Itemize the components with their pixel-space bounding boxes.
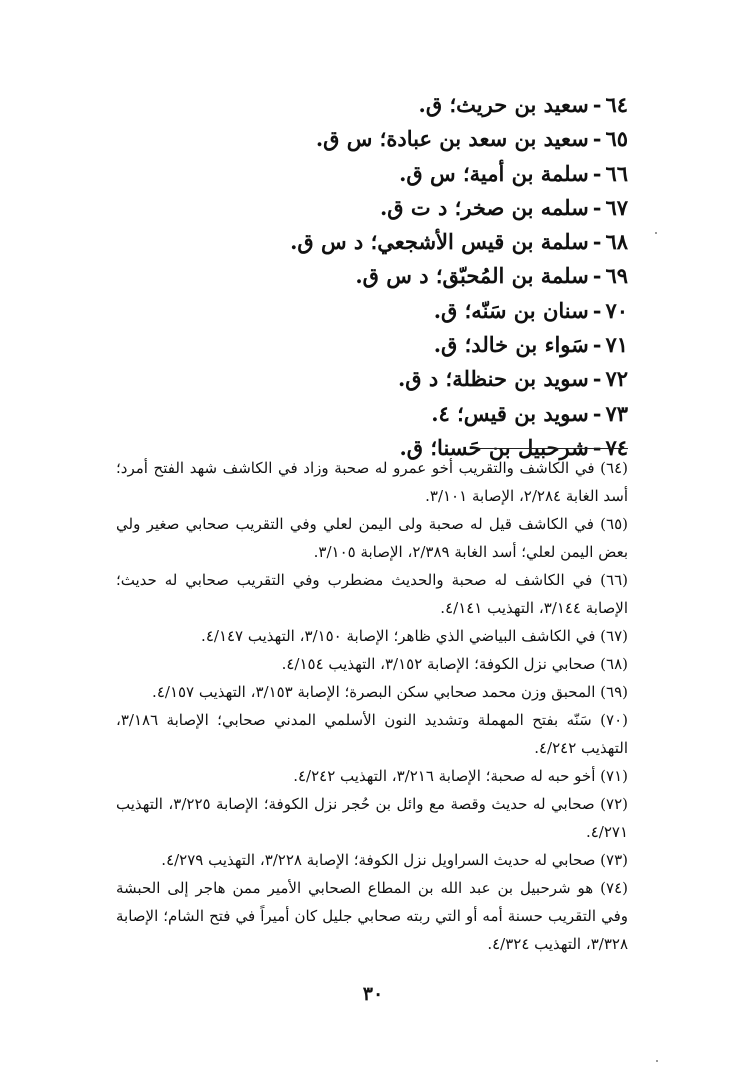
entry-text: سلمه بن صخر؛ د ت ق. [380, 194, 589, 220]
entry-text: سعيد بن سعد بن عبادة؛ س ق. [315, 126, 589, 152]
footnote-number: (٦٥) [600, 515, 628, 533]
entry-dash: - [592, 92, 602, 117]
entry-item [68, 397, 628, 431]
entry-item [68, 225, 628, 259]
entry-text: سلمة بن أمية؛ س ق. [399, 160, 589, 186]
footnote-number: (٦٨) [600, 655, 628, 673]
entry-number: ٧٢ [605, 366, 628, 392]
footnote [116, 846, 628, 874]
entry-item [68, 191, 628, 225]
entry-text: سعيد بن حريث؛ ق. [418, 92, 589, 117]
entry-number: ٧١ [605, 332, 628, 358]
entry-number: ٧٠ [605, 297, 628, 323]
entry-item [68, 294, 628, 328]
entry-number: ٦٩ [605, 263, 628, 289]
entry-item [68, 259, 628, 293]
entry-dash: - [592, 434, 602, 460]
footnote [116, 510, 628, 566]
footnote-number: (٦٦) [600, 571, 628, 589]
footnote-text: صحابي له حديث السراويل نزل الكوفة؛ الإصابة ٣/٢٢٨، التهذيب ٤/٢٧٩. [161, 851, 596, 869]
entry-dash: - [592, 126, 602, 152]
page-number: ٣٠ [362, 983, 384, 1005]
entry-dash: - [592, 194, 602, 220]
entry-number: ٧٣ [605, 400, 628, 426]
entry-dash: - [592, 400, 602, 426]
entry-item [68, 88, 628, 122]
footnote [116, 706, 628, 762]
footnote-text: أخو حبه له صحبة؛ الإصابة ٣/٢١٦، التهذيب ٤/٢٤٢. [293, 767, 596, 785]
footnote [116, 762, 628, 790]
footnote-text: في الكاشف والتقريب أخو عمرو له صحبة وزاد في الكاشف شهد الفتح أمرد؛ أسد الغابة ٢/٢٨٤، الإصابة ٣/١٠١. [116, 459, 628, 505]
entry-number: ٦٨ [605, 229, 628, 255]
footnote-number: (٦٩) [600, 683, 628, 701]
footnote-number: (٧٣) [600, 851, 628, 869]
footnote-text: صحابي له حديث وقصة مع وائل بن حُجر نزل الكوفة؛ الإصابة ٣/٢٢٥، التهذيب ٤/٢٧١. [116, 795, 628, 841]
entry-number: ٦٥ [605, 126, 628, 152]
entry-dash: - [592, 366, 602, 392]
footnote-number: (٧٤) [600, 879, 628, 897]
entry-item [68, 122, 628, 156]
scan-speck [656, 1060, 658, 1062]
footnote-number: (٦٤) [600, 459, 628, 477]
entry-list [68, 88, 628, 465]
footnote [116, 454, 628, 510]
footnote-list [116, 454, 628, 958]
footnote-text: هو شرحبيل بن عبد الله بن المطاع الصحابي الأمير ممن هاجر إلى الحبشة وفي التقريب حسنة أمه أو التي ربته صحابي جليل كان أميراً في فتح الشام؛ الإصابة ٣/٣٢٨، التهذيب ٤/٣٢٤. [116, 879, 628, 953]
footnote-text: صحابي نزل الكوفة؛ الإصابة ٣/١٥٢، التهذيب ٤/١٥٤. [281, 655, 596, 673]
entry-dash: - [592, 263, 602, 289]
scan-speck [655, 232, 657, 234]
entry-number: ٦٧ [605, 194, 628, 220]
footnote-text: في الكاشف البياضي الذي ظاهر؛ الإصابة ٣/١٥٠، التهذيب ٤/١٤٧. [201, 627, 596, 645]
entry-item [68, 362, 628, 396]
footnote-number: (٧٠) [600, 711, 628, 729]
footnote-number: (٧٢) [600, 795, 628, 813]
entry-text: سلمة بن قيس الأشجعي؛ د س ق. [290, 229, 589, 255]
footnote [116, 790, 628, 846]
footnote-text: في الكاشف قيل له صحبة ولى اليمن لعلي وفي التقريب صحابي صغير ولي بعض اليمن لعلي؛ أسد الغابة ٢/٣٨٩، الإصابة ٣/١٠٥. [116, 515, 628, 561]
entry-dash: - [592, 229, 602, 255]
footnote-number: (٧١) [600, 767, 628, 785]
footnote-text: في الكاشف له صحبة والحديث مضطرب وفي التقريب صحابي له حديث؛ الإصابة ٣/١٤٤، التهذيب ٤/١٤١. [116, 571, 628, 617]
entry-text: سويد بن حنظلة؛ د ق. [397, 366, 589, 392]
entry-number: ٧٤ [605, 434, 628, 460]
footnote [116, 622, 628, 650]
entry-item [68, 157, 628, 191]
entry-item [68, 328, 628, 362]
footnote-text: سَنّه بفتح المهملة وتشديد النون الأسلمي المدني صحابي؛ الإصابة ٣/١٨٦، التهذيب ٤/٢٤٢. [116, 711, 628, 757]
footnote [116, 650, 628, 678]
footnote-text: المحبق وزن محمد صحابي سكن البصرة؛ الإصابة ٣/١٥٣، التهذيب ٤/١٥٧. [152, 683, 596, 701]
entry-dash: - [592, 297, 602, 323]
footnote [116, 678, 628, 706]
entry-text: سلمة بن المُحبّق؛ د س ق. [355, 263, 589, 289]
entry-text: شرحبيل بن حَسنا؛ ق. [399, 434, 589, 460]
entry-dash: - [592, 332, 602, 358]
footnote [116, 874, 628, 958]
entry-number: ٦٦ [605, 160, 628, 186]
entry-dash: - [592, 160, 602, 186]
footnote-number: (٦٧) [600, 627, 628, 645]
footnote-divider [473, 448, 628, 449]
entry-text: سويد بن قيس؛ ٤. [431, 400, 589, 426]
entry-text: سَواء بن خالد؛ ق. [433, 332, 589, 358]
footnote [116, 566, 628, 622]
entry-number: ٦٤ [605, 92, 628, 117]
entry-text: سنان بن سَنّه؛ ق. [433, 297, 589, 323]
